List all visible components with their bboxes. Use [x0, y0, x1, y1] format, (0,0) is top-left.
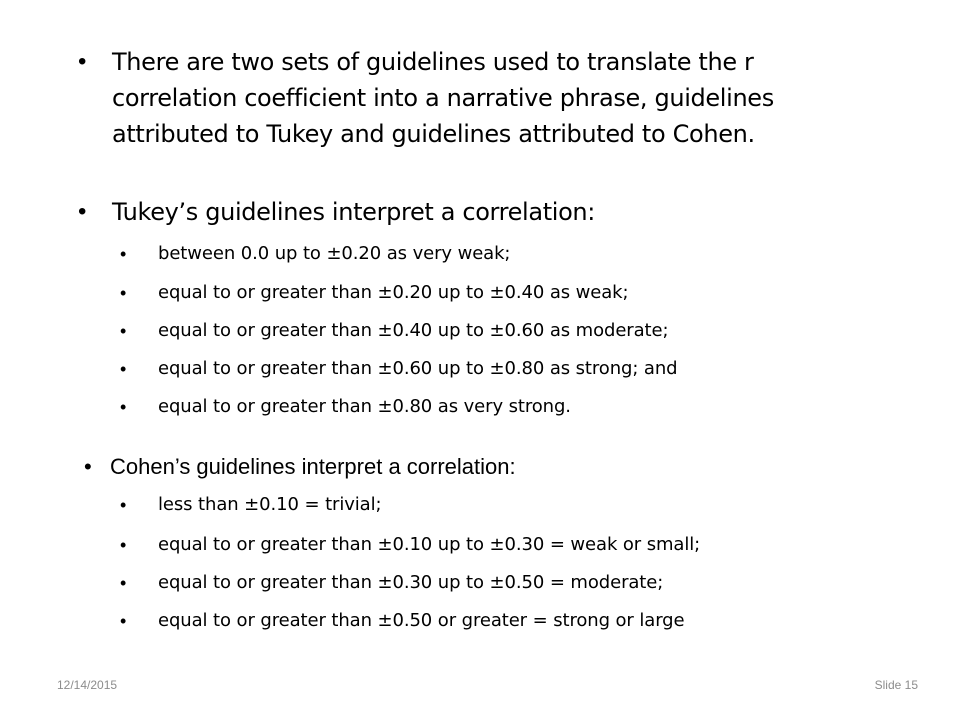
- cohen-item-text: less than ±0.10 = trivial;: [158, 494, 382, 515]
- tukey-item-text: equal to or greater than ±0.80 as very strong.: [158, 396, 571, 417]
- tukey-item: [120, 243, 510, 265]
- tukey-item: [120, 396, 571, 418]
- cohen-item-text: equal to or greater than ±0.50 or greater = strong or large: [158, 610, 685, 631]
- cohen-item-text: equal to or greater than ±0.10 up to ±0.30 = weak or small;: [158, 534, 701, 555]
- bullet-glyph: •: [78, 198, 87, 225]
- tukey-item: [120, 320, 668, 342]
- bullet-glyph: •: [120, 359, 127, 379]
- bullet-glyph: •: [120, 397, 127, 417]
- tukey-item-text: equal to or greater than ±0.40 up to ±0.60 as moderate;: [158, 320, 669, 341]
- tukey-heading-bullet: [78, 194, 595, 230]
- bullet-glyph: •: [78, 48, 87, 75]
- cohen-heading: Cohen’s guidelines interpret a correlation:: [110, 454, 516, 479]
- bullet-glyph: •: [120, 321, 127, 341]
- cohen-item: [120, 610, 684, 632]
- bullet-glyph: •: [120, 535, 127, 555]
- bullet-glyph: •: [120, 611, 127, 631]
- bullet-glyph: •: [120, 495, 127, 515]
- bullet-glyph: •: [120, 283, 127, 303]
- bullet-glyph: •: [120, 244, 127, 264]
- tukey-item: [120, 282, 628, 304]
- cohen-item: [120, 572, 663, 594]
- tukey-heading: Tukey’s guidelines interpret a correlation:: [112, 198, 596, 226]
- bullet-glyph: •: [120, 573, 127, 593]
- tukey-item-text: equal to or greater than ±0.20 up to ±0.40 as weak;: [158, 282, 629, 303]
- bullet-glyph: •: [84, 454, 92, 479]
- intro-line-3: attributed to Tukey and guidelines attributed to Cohen.: [112, 120, 755, 148]
- intro-line-2: correlation coefficient into a narrative phrase, guidelines: [112, 84, 774, 112]
- tukey-item-text: between 0.0 up to ±0.20 as very weak;: [158, 243, 511, 264]
- intro-line-1: There are two sets of guidelines used to translate the r: [112, 48, 754, 76]
- cohen-heading-bullet: [84, 454, 516, 480]
- cohen-item-text: equal to or greater than ±0.30 up to ±0.50 = moderate;: [158, 572, 664, 593]
- intro-bullet: [78, 44, 774, 152]
- cohen-item: [120, 534, 700, 556]
- tukey-item-text: equal to or greater than ±0.60 up to ±0.80 as strong; and: [158, 358, 678, 379]
- footer-slide-number: Slide 15: [874, 678, 918, 692]
- tukey-item: [120, 358, 677, 380]
- cohen-item: [120, 494, 381, 516]
- footer-date: 12/14/2015: [57, 678, 118, 692]
